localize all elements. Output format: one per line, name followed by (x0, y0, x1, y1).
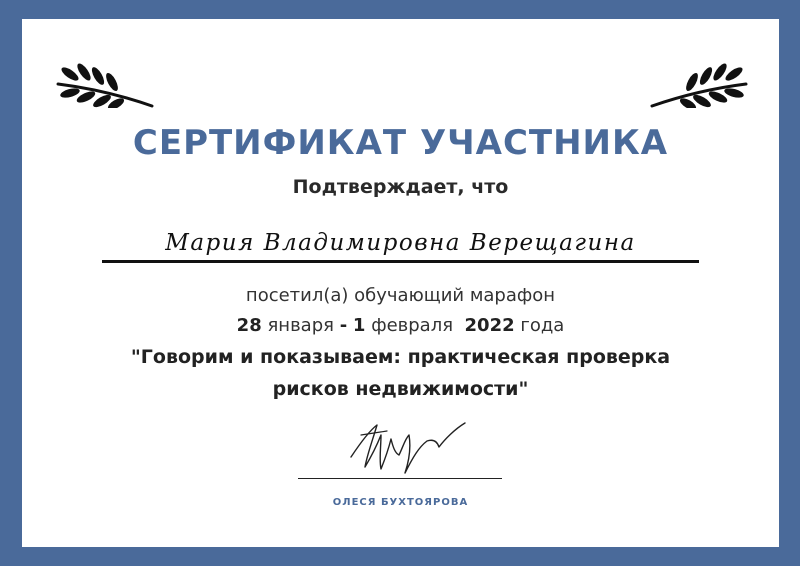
date-start-day: 28 (236, 315, 262, 336)
signer-name: ОЛЕСЯ БУХТОЯРОВА (332, 497, 469, 508)
certificate-title: СЕРТИФИКАТ УЧАСТНИКА (132, 123, 669, 163)
event-year: 2022 (464, 315, 515, 336)
participant-name: Мария Владимировна Верещагина (165, 230, 636, 256)
laurel-branch-icon (648, 46, 748, 108)
date-end-day: 1 (352, 315, 366, 336)
date-end-month: февраля (371, 315, 454, 336)
event-dates (22, 315, 779, 336)
handwritten-signature (347, 417, 467, 475)
attended-text: посетил(а) обучающий марафон (245, 285, 556, 306)
date-separator: - (339, 315, 348, 336)
certificate-subtitle: Подтверждает, что (292, 176, 509, 198)
date-start-month: января (267, 315, 334, 336)
signature-line (298, 478, 502, 479)
event-title-line-1: "Говорим и показываем: практическая проверка (130, 346, 671, 368)
laurel-branch-icon (56, 46, 156, 108)
event-title-line-2: рисков недвижимости" (272, 378, 529, 400)
certificate-frame (22, 19, 779, 547)
year-suffix: года (520, 315, 565, 336)
name-underline (102, 260, 699, 263)
